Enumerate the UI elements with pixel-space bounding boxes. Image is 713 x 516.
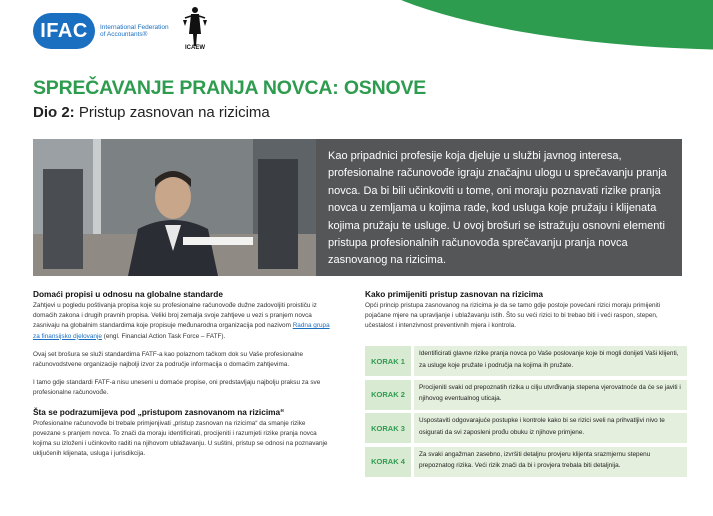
page-title: SPREČAVANJE PRANJA NOVCA: OSNOVE [33,77,427,99]
paragraph: Profesionalne računovođe bi trebale primjenjivati „pristup zasnovan na rizicima“ da smanje rizike povezane s pranjem novca. To znači da moraju identificirati, procijeniti i razumjeti rizike pranja novca kojima su izloženi i učinkovito raditi na njihovom ublažavanju. U suštini, pristup se odnosi na poznavanje uključenih klijenata, usluga i jurisdikcija. [33,419,328,458]
left-column [33,289,333,467]
step-text: Za svaki angažman zasebno, izvršiti detaljnu provjeru klijenta srazmjernu stepenu prepoznatog rizika. Veći rizik znači da bi i provjera trebala biti detaljnija. [414,447,687,477]
paragraph-text: Zahtjevi u pogledu poštivanja propisa koje su profesionalne računovođe dužne zadovoljiti proističu iz domaćih zakona i drugih pravnih propisa. Veliki broj zemalja svoje zahtjeve u vezi s pranjem novca zasnivaju na globalnim standardima koje propisuje međunarodna organizacija pod nazivom [33,302,317,330]
ifac-badge: IFAC [33,13,95,49]
paragraph-text: (engl. Financial Action Task Force – FATF). [101,332,226,340]
step-label: KORAK 3 [365,413,411,443]
step-row [365,380,687,410]
office-photo [33,139,316,276]
intro-box: Kao pripadnici profesije koja djeluje u službi javnog interesa, profesionalne računovođe igraju značajnu ulogu u sprečavanju pranja novca. Da bi bili učinkoviti u tome, oni moraju poznavati rizike pranja novca u zemljama u kojima rade, kod usluga koje pružaju i klijenata kojima pružaju te usluge. U ovoj brošuri se istražuju osnovni elementi pristupa profesionalnih računovođa sprečavanju pranja novca zasnovanog na rizicima. [316,139,682,276]
section-title: Šta se podrazumijeva pod „pristupom zasnovanom na rizicima“ [33,406,285,417]
paragraph: I tamo gdje standardi FATF-a nisu uneseni u domaće propise, oni predstavljaju najbolju praksu za sve profesionalne računovođe. [33,379,321,397]
paragraph: Ovaj set brošura se služi standardima FATF-a kao polaznom tačkom dok su Vaše profesionalne računovodstvene organizacije najbolji izvor za područje informacija o domaćim zahtjevima. [33,350,304,369]
paragraph: Opći princip pristupa zasnovanog na rizicima je da se tamo gdje postoje povećani rizici moraju primijeniti pojačane mjere na upravljanje i ublažavanju istih. Što su veći rizici to bi trebao biti i veći raspon, stepen, učestalost i intenzivnost preventivnih mjera i kontrola. [365,302,661,330]
step-label: KORAK 1 [365,346,411,376]
icaew-name: ICAEW [185,45,205,51]
ifac-logo [33,13,170,49]
ifac-name: International Federation of Accountants® [100,24,169,38]
step-row [365,413,687,443]
right-column [365,289,685,340]
step-text: Identificirati glavne rizike pranja novca po Vaše poslovanje koje bi mogli donijeti Vaši klijenti, za usluge koje pružate i područja na kojima ih pružate. [414,346,687,376]
step-label: KORAK 4 [365,447,411,477]
step-row [365,447,687,477]
fatf-link[interactable]: Radna grupa za finansijsko djelovanje [33,322,330,340]
page-subtitle [33,104,270,121]
section-title: Kako primijeniti pristup zasnovan na rizicima [365,289,543,299]
step-text: Procijeniti svaki od prepoznatih rizika u cilju utvrđivanja stepena vjerovatnoće da će se javiti i njihovog eventualnog uticaja. [414,380,687,410]
subtitle-text: Pristup zasnovan na rizicima [74,104,270,121]
header-swoosh [333,0,713,50]
steps-list [365,346,687,480]
step-label: KORAK 2 [365,380,411,410]
step-row [365,346,687,376]
paragraph [33,301,333,342]
step-text: Uspostaviti odgovarajuće postupke i kontrole kako bi se rizici sveli na prihvatljivi nivo te osigurati da svi zaposleni prođu obuku iz njihove primjene. [414,413,687,443]
section-title: Domaći propisi u odnosu na globalne standarde [33,289,223,299]
subtitle-part: Dio 2: [33,104,75,121]
